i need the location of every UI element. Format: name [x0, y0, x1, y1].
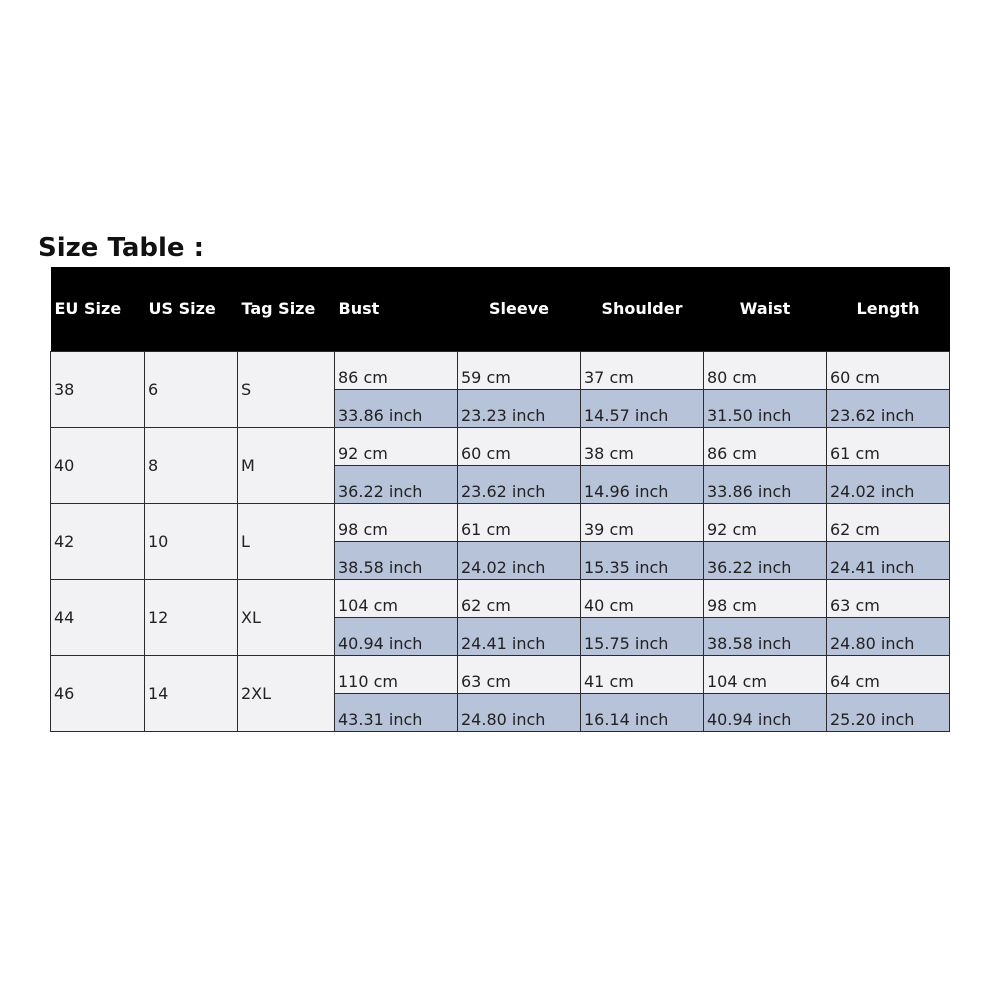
length-cm-cell: 64 cm — [827, 655, 950, 693]
tag-size-cell: M — [238, 427, 335, 503]
waist-inch-cell: 33.86 inch — [704, 465, 827, 503]
bust-inch-cell: 38.58 inch — [335, 541, 458, 579]
length-cm-cell: 63 cm — [827, 579, 950, 617]
header-us-size: US Size — [148, 299, 216, 319]
sleeve-cm-cell: 59 cm — [458, 351, 581, 389]
sleeve-inch-cell: 24.02 inch — [458, 541, 581, 579]
length-inch-cell: 25.20 inch — [827, 693, 950, 731]
bust-inch-cell: 43.31 inch — [335, 693, 458, 731]
bust-inch-cell: 36.22 inch — [335, 465, 458, 503]
waist-inch-cell: 40.94 inch — [704, 693, 827, 731]
tag-size-cell: XL — [238, 579, 335, 655]
length-inch-cell: 23.62 inch — [827, 389, 950, 427]
table-row — [51, 427, 950, 465]
bust-cm-cell: 110 cm — [335, 655, 458, 693]
sleeve-inch-cell: 24.80 inch — [458, 693, 581, 731]
shoulder-cm-cell: 41 cm — [581, 655, 704, 693]
length-cm-cell: 61 cm — [827, 427, 950, 465]
sleeve-inch-cell: 23.62 inch — [458, 465, 581, 503]
eu-size-cell: 44 — [51, 579, 145, 655]
bust-inch-cell: 33.86 inch — [335, 389, 458, 427]
sleeve-cm-cell: 62 cm — [458, 579, 581, 617]
shoulder-inch-cell: 16.14 inch — [581, 693, 704, 731]
header-length: Length — [856, 299, 920, 319]
waist-inch-cell: 38.58 inch — [704, 617, 827, 655]
waist-inch-cell: 36.22 inch — [704, 541, 827, 579]
length-cm-cell: 62 cm — [827, 503, 950, 541]
sleeve-cm-cell: 63 cm — [458, 655, 581, 693]
waist-cm-cell: 92 cm — [704, 503, 827, 541]
shoulder-cm-cell: 37 cm — [581, 351, 704, 389]
page-title: Size Table : — [38, 233, 204, 263]
waist-cm-cell: 98 cm — [704, 579, 827, 617]
shoulder-inch-cell: 14.57 inch — [581, 389, 704, 427]
header-eu-size: EU Size — [54, 299, 122, 319]
tag-size-cell: L — [238, 503, 335, 579]
shoulder-cm-cell: 39 cm — [581, 503, 704, 541]
us-size-cell: 14 — [145, 655, 238, 731]
sleeve-cm-cell: 61 cm — [458, 503, 581, 541]
shoulder-inch-cell: 15.75 inch — [581, 617, 704, 655]
bust-cm-cell: 104 cm — [335, 579, 458, 617]
bust-cm-cell: 92 cm — [335, 427, 458, 465]
table-row — [51, 655, 950, 693]
us-size-cell: 10 — [145, 503, 238, 579]
bust-inch-cell: 40.94 inch — [335, 617, 458, 655]
shoulder-cm-cell: 38 cm — [581, 427, 704, 465]
length-inch-cell: 24.41 inch — [827, 541, 950, 579]
sleeve-inch-cell: 23.23 inch — [458, 389, 581, 427]
us-size-cell: 12 — [145, 579, 238, 655]
us-size-cell: 8 — [145, 427, 238, 503]
eu-size-cell: 38 — [51, 351, 145, 427]
header-sleeve: Sleeve — [489, 299, 549, 319]
table-row — [51, 351, 950, 389]
shoulder-cm-cell: 40 cm — [581, 579, 704, 617]
waist-cm-cell: 86 cm — [704, 427, 827, 465]
eu-size-cell: 40 — [51, 427, 145, 503]
shoulder-inch-cell: 14.96 inch — [581, 465, 704, 503]
waist-cm-cell: 104 cm — [704, 655, 827, 693]
header-shoulder: Shoulder — [601, 299, 683, 319]
length-inch-cell: 24.80 inch — [827, 617, 950, 655]
table-row — [51, 579, 950, 617]
waist-cm-cell: 80 cm — [704, 351, 827, 389]
header-bust: Bust — [338, 299, 380, 319]
eu-size-cell: 42 — [51, 503, 145, 579]
size-table — [50, 267, 950, 732]
table-header-row — [51, 267, 950, 351]
eu-size-cell: 46 — [51, 655, 145, 731]
us-size-cell: 6 — [145, 351, 238, 427]
header-waist: Waist — [739, 299, 791, 319]
bust-cm-cell: 98 cm — [335, 503, 458, 541]
header-tag-size: Tag Size — [241, 299, 316, 319]
length-cm-cell: 60 cm — [827, 351, 950, 389]
sleeve-inch-cell: 24.41 inch — [458, 617, 581, 655]
waist-inch-cell: 31.50 inch — [704, 389, 827, 427]
tag-size-cell: S — [238, 351, 335, 427]
shoulder-inch-cell: 15.35 inch — [581, 541, 704, 579]
bust-cm-cell: 86 cm — [335, 351, 458, 389]
table-row — [51, 503, 950, 541]
length-inch-cell: 24.02 inch — [827, 465, 950, 503]
tag-size-cell: 2XL — [238, 655, 335, 731]
sleeve-cm-cell: 60 cm — [458, 427, 581, 465]
